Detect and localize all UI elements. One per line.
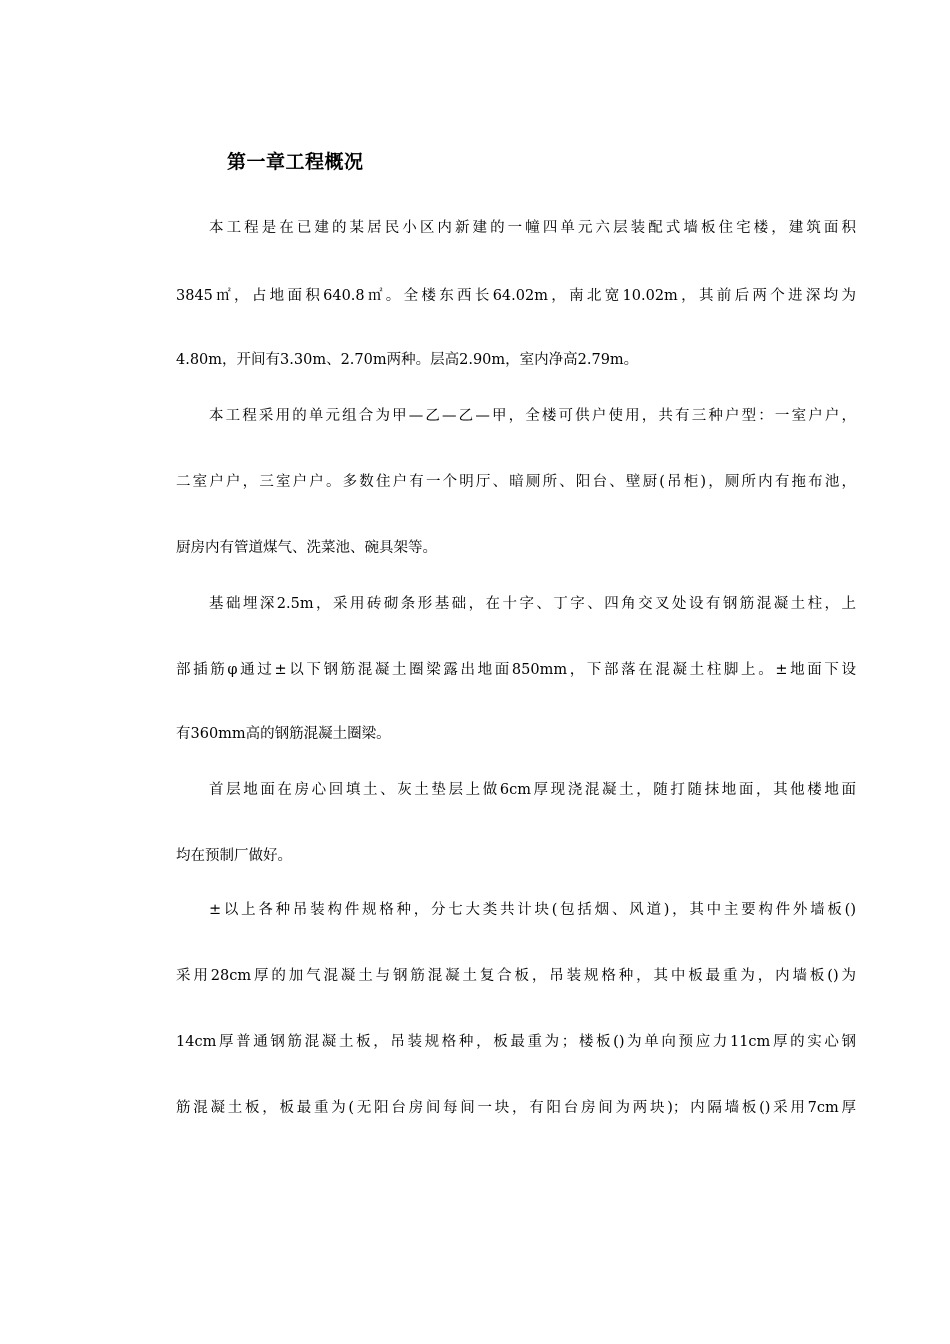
body-text-line: 筋混凝土板，板最重为(无阳台房间每间一块，有阳台房间为两块)；内隔墙板()采用7cm厚 — [176, 1100, 856, 1116]
body-text-line: 基础埋深2.5m，采用砖砌条形基础，在十字、丁字、四角交叉处设有钢筋混凝土柱，上 — [209, 596, 856, 612]
body-text-line: 均在预制厂做好。 — [176, 848, 292, 864]
body-text-line: 本工程采用的单元组合为甲—乙—乙—甲，全楼可供户使用，共有三种户型：一室户户， — [209, 408, 856, 424]
body-text-line: 二室户户，三室户户。多数住户有一个明厅、暗厕所、阳台、壁厨(吊柜)，厕所内有拖布池， — [176, 474, 856, 490]
body-text-line: 3845㎡，占地面积640.8㎡。全楼东西长64.02m，南北宽10.02m，其前后两个进深均为 — [176, 288, 856, 304]
body-text-line: 首层地面在房心回填土、灰土垫层上做6cm厚现浇混凝土，随打随抹地面，其他楼地面 — [209, 782, 856, 798]
body-text-line: ±以上各种吊装构件规格种，分七大类共计块(包括烟、风道)，其中主要构件外墙板() — [209, 902, 856, 918]
body-text-line: 有360mm高的钢筋混凝土圈梁。 — [176, 726, 391, 742]
body-text-line: 14cm厚普通钢筋混凝土板，吊装规格种，板最重为；楼板()为单向预应力11cm厚的实心钢 — [176, 1034, 856, 1050]
body-text-line: 厨房内有管道煤气、洗菜池、碗具架等。 — [176, 540, 437, 556]
body-text-line: 4.80m，开间有3.30m、2.70m两种。层高2.90m，室内净高2.79m。 — [176, 352, 639, 368]
body-text-line: 采用28cm厚的加气混凝土与钢筋混凝土复合板，吊装规格种，其中板最重为，内墙板()为 — [176, 968, 856, 984]
body-text-line: 部插筋φ通过±以下钢筋混凝土圈梁露出地面850mm，下部落在混凝土柱脚上。±地面下设 — [176, 662, 856, 678]
chapter-title: 第一章工程概况 — [227, 151, 364, 173]
body-text-line: 本工程是在已建的某居民小区内新建的一幢四单元六层装配式墙板住宅楼，建筑面积 — [209, 220, 856, 236]
